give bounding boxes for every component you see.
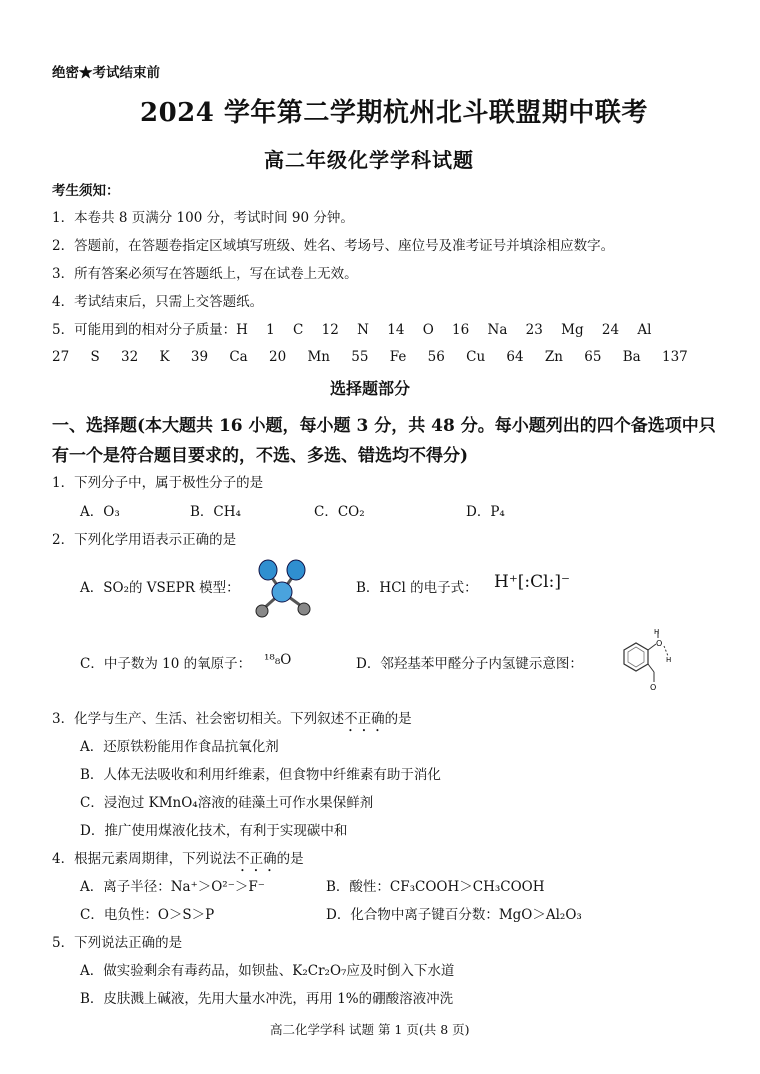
q3-option-a: A．还原铁粉能用作食品抗氧化剂 [80, 739, 279, 755]
q1-option-b: B．CH₄ [190, 504, 241, 520]
svg-text:H: H [654, 628, 660, 636]
q2-option-d: D．邻羟基苯甲醛分子内氢键示意图： [356, 656, 583, 672]
q3-stem-post: 的是 [384, 711, 412, 727]
page-footer: 高二化学学科 试题 第 1 页(共 8 页) [270, 1022, 470, 1037]
svg-text:O: O [656, 639, 663, 648]
atomic-masses-line2: 27 S 32 K 39 Ca 20 Mn 55 Fe 56 Cu 64 Zn 65 Ba 137 [52, 349, 688, 365]
q4-stem-emphasis: 不正确 [236, 851, 277, 867]
q4-option-a: A．离子半径：Na⁺＞O²⁻＞F⁻ [80, 879, 265, 895]
section-intro-line1: 一、选择题(本大题共 16 小题，每小题 3 分，共 48 分。每小题列出的四个备选项中只 [52, 416, 716, 436]
q5-stem: 5．下列说法正确的是 [52, 935, 183, 951]
q2-option-b: B．HCl 的电子式： [356, 580, 478, 596]
note-item-3: 3．所有答案必须写在答题纸上，写在试卷上无效。 [52, 266, 358, 282]
hydrogen-bond-diagram [610, 628, 680, 694]
q2-option-a: A．SO₂的 VSEPR 模型： [80, 580, 240, 596]
q4-option-d: D．化合物中离子键百分数：MgO＞Al₂O₃ [326, 907, 582, 923]
q5-option-a: A．做实验剩余有毒药品，如钡盐、K₂Cr₂O₇应及时倒入下水道 [80, 963, 455, 979]
section-intro-line2: 有一个是符合题目要求的，不选、多选、错选均不得分) [52, 446, 469, 466]
note-item-2: 2．答题前，在答题卷指定区域填写班级、姓名、考场号、座位号及准考证号并填涂相应数字。 [52, 238, 615, 254]
q1-option-a: A．O₃ [80, 504, 120, 520]
q2-stem: 2．下列化学用语表示正确的是 [52, 532, 237, 548]
q1-option-c: C．CO₂ [314, 504, 365, 520]
q3-stem-emphasis: 不正确 [344, 711, 385, 727]
page-subtitle: 高二年级化学学科试题 [264, 148, 474, 172]
q4-stem-pre: 4．根据元素周期律，下列说法 [52, 851, 237, 867]
q1-stem: 1．下列分子中，属于极性分子的是 [52, 475, 264, 491]
section-title: 选择题部分 [330, 379, 411, 398]
q4-stem-post: 的是 [276, 851, 304, 867]
secret-label: 绝密★考试结束前 [52, 65, 160, 81]
q4-option-c: C．电负性：O＞S＞P [80, 907, 215, 923]
note-item-1: 1．本卷共 8 页满分 100 分，考试时间 90 分钟。 [52, 210, 354, 226]
page-title: 2024 学年第二学期杭州北斗联盟期中联考 [140, 98, 648, 128]
oxygen-isotope-symbol: ¹⁸₈O [264, 652, 292, 668]
note-item-5: 5．可能用到的相对分子质量：H 1 C 12 N 14 O 16 Na 23 Mg 24 Al [52, 322, 652, 338]
q3-stem-pre: 3．化学与生产、生活、社会密切相关。下列叙述 [52, 711, 345, 727]
q5-option-b: B．皮肤溅上碱液，先用大量水冲洗，再用 1%的硼酸溶液冲洗 [80, 991, 454, 1007]
q4-option-b: B．酸性：CF₃COOH＞CH₃COOH [326, 879, 545, 895]
vsepr-model-image [246, 556, 316, 620]
svg-text:O: O [650, 683, 657, 692]
q3-stem [52, 710, 412, 735]
note-item-4: 4．考试结束后，只需上交答题纸。 [52, 294, 264, 310]
notes-heading: 考生须知： [52, 183, 120, 199]
q3-option-d: D．推广使用煤液化技术，有利于实现碳中和 [80, 823, 348, 839]
q3-option-c: C．浸泡过 KMnO₄溶液的硅藻土可作水果保鲜剂 [80, 795, 374, 811]
q4-stem [52, 850, 304, 875]
svg-text:H: H [666, 656, 672, 664]
q3-option-b: B．人体无法吸收和利用纤维素，但食物中纤维素有助于消化 [80, 767, 441, 783]
q1-option-d: D．P₄ [466, 504, 505, 520]
hcl-electron-formula: H⁺[:Cl:]⁻ [494, 572, 570, 592]
q2-option-c: C．中子数为 10 的氧原子： [80, 656, 252, 672]
